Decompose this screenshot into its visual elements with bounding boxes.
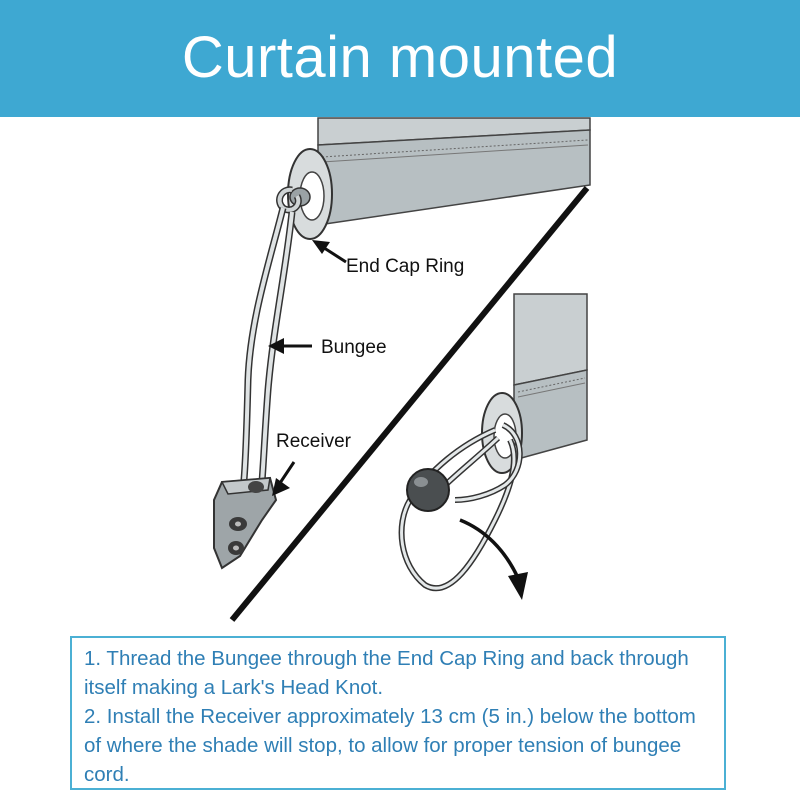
installation-diagram xyxy=(0,117,800,637)
instruction-step-2: 2. Install the Receiver approximately 13 cm (5 in.) below the bottom of where the shade will stop, to allow for proper tension of bungee cord. xyxy=(84,705,696,786)
end-cap-ring xyxy=(288,149,332,239)
receiver-arrow xyxy=(272,462,294,496)
end-cap-ring-label: End Cap Ring xyxy=(346,256,465,277)
receiver-label: Receiver xyxy=(276,431,351,452)
shade-roll-right xyxy=(514,294,587,460)
shade-roll-left xyxy=(318,118,590,225)
page-title: Curtain mounted xyxy=(181,25,619,90)
receiver-bracket xyxy=(214,478,276,568)
bungee-label: Bungee xyxy=(321,337,387,358)
instruction-step-1: 1. Thread the Bungee through the End Cap Ring and back through itself making a Lark's Head Knot. xyxy=(84,647,689,699)
header-banner xyxy=(0,0,800,117)
end-cap-ring-arrow xyxy=(312,240,346,262)
bungee-ball xyxy=(407,469,449,511)
instructions-box xyxy=(70,636,726,790)
